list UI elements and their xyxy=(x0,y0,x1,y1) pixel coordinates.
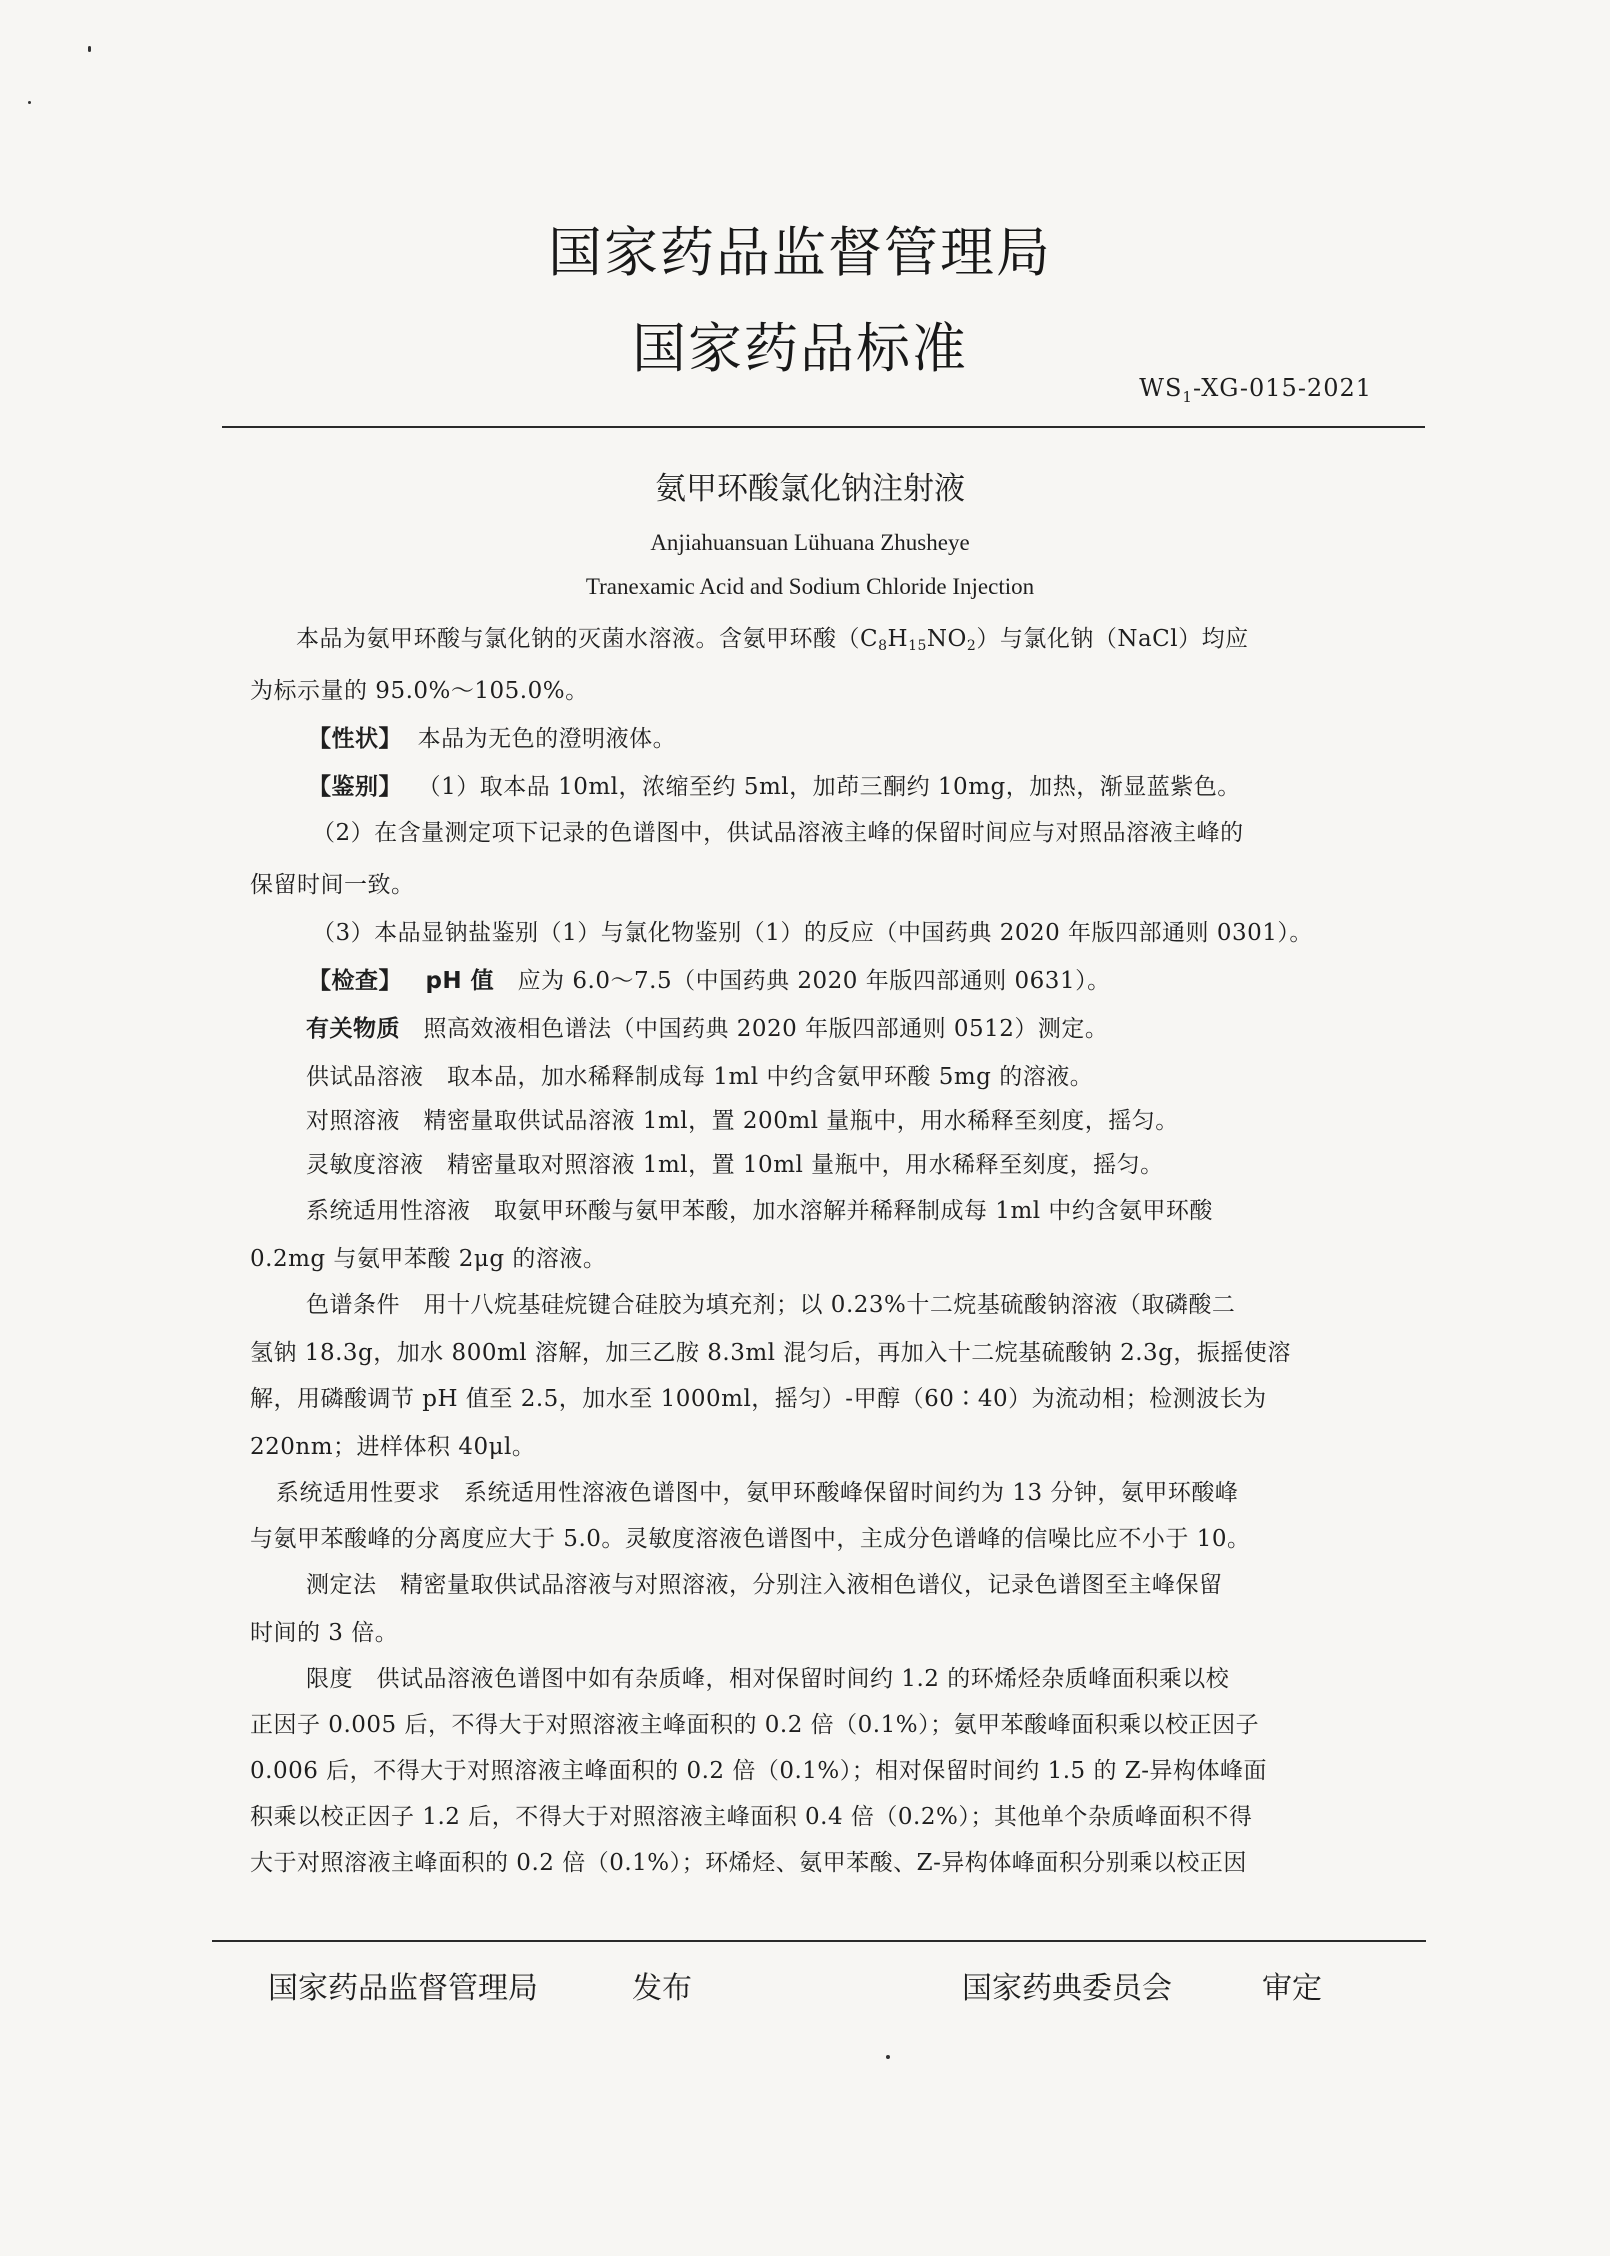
identification-2a: （2）在含量测定项下记录的色谱图中，供试品溶液主峰的保留时间应与对照品溶液主峰的 xyxy=(312,820,1244,846)
standard-title: 国家药品标准 xyxy=(632,317,968,380)
footer-rule xyxy=(212,1940,1426,1942)
intro-line-2: 为标示量的 95.0%～105.0%。 xyxy=(250,678,589,704)
suitability-req-1: 系统适用性要求 系统适用性溶液色谱图中，氨甲环酸峰保留时间约为 13 分钟，氨甲环酸峰 xyxy=(276,1480,1239,1506)
product-name-pinyin: Anjiahuansuan Lühuana Zhusheye xyxy=(650,530,970,555)
system-suitability-2: 0.2mg 与氨甲苯酸 2μg 的溶液。 xyxy=(250,1246,607,1272)
formula-h: H xyxy=(887,626,909,652)
limit-1: 限度 供试品溶液色谱图中如有杂质峰，相对保留时间约 1.2 的环烯烃杂质峰面积乘以校 xyxy=(306,1666,1230,1692)
identification-line-1 xyxy=(308,768,1241,801)
method-2: 时间的 3 倍。 xyxy=(250,1620,399,1646)
ph-label: pH 值 xyxy=(425,968,495,994)
sample-solution: 供试品溶液 取本品，加水稀释制成每 1ml 中约含氨甲环酸 5mg 的溶液。 xyxy=(306,1064,1094,1090)
footer-reviewer: 国家药典委员会 xyxy=(962,1971,1172,2006)
ph-text: 应为 6.0～7.5（中国药典 2020 年版四部通则 0631）。 xyxy=(517,968,1111,994)
related-substances-label: 有关物质 xyxy=(306,1016,400,1042)
identification-3: （3）本品显钠盐鉴别（1）与氯化物鉴别（1）的反应（中国药典 2020 年版四部通则 0301）。 xyxy=(312,920,1313,946)
formula-sub-o: 2 xyxy=(966,638,977,654)
inspection-line xyxy=(308,962,1111,995)
footer-publisher: 国家药品监督管理局 xyxy=(268,1971,538,2006)
footer-publish: 发布 xyxy=(632,1971,692,2006)
standard-code xyxy=(1139,374,1372,406)
identification-label: 【鉴别】 xyxy=(308,774,402,800)
suitability-req-2: 与氨甲苯酸峰的分离度应大于 5.0。灵敏度溶液色谱图中，主成分色谱峰的信噪比应不小于 10。 xyxy=(250,1526,1251,1552)
inspection-label: 【检查】 xyxy=(308,968,402,994)
formula-sub-h: 15 xyxy=(908,638,927,654)
chromatography-4: 220nm；进样体积 40μl。 xyxy=(250,1434,536,1460)
chromatography-3: 解，用磷酸调节 pH 值至 2.5，加水至 1000ml，摇匀）-甲醇（60∶40）为流动相；检测波长为 xyxy=(250,1386,1267,1412)
chromatography-2: 氢钠 18.3g，加水 800ml 溶解，加三乙胺 8.3ml 混匀后，再加入十二烷基硫酸钠 2.3g，振摇使溶 xyxy=(250,1340,1291,1366)
related-substances-line xyxy=(306,1010,1108,1043)
scan-speck xyxy=(28,101,31,104)
intro-line-1 xyxy=(296,620,1249,654)
related-substances-text: 照高效液相色谱法（中国药典 2020 年版四部通则 0512）测定。 xyxy=(423,1016,1109,1042)
system-suitability-1: 系统适用性溶液 取氨甲环酸与氨甲苯酸，加水溶解并稀释制成每 1ml 中约含氨甲环酸 xyxy=(306,1198,1213,1224)
product-name-en: Tranexamic Acid and Sodium Chloride Injection xyxy=(585,574,1035,599)
limit-5: 大于对照溶液主峰面积的 0.2 倍（0.1%）；环烯烃、氨甲苯酸、Z-异构体峰面积分别乘以校正因 xyxy=(250,1850,1247,1876)
limit-4: 积乘以校正因子 1.2 后，不得大于对照溶液主峰面积 0.4 倍（0.2%）；其他单个杂质峰面积不得 xyxy=(250,1804,1253,1830)
scan-speck xyxy=(886,2055,890,2059)
limit-2: 正因子 0.005 后，不得大于对照溶液主峰面积的 0.2 倍（0.1%）；氨甲苯酸峰面积乘以校正因子 xyxy=(250,1712,1260,1738)
scan-speck xyxy=(88,46,91,52)
header-rule xyxy=(222,426,1425,428)
intro-text-b: ）与氯化钠（NaCl）均应 xyxy=(976,626,1249,652)
formula-no: NO xyxy=(926,626,967,652)
sensitivity-solution: 灵敏度溶液 精密量取对照溶液 1ml，置 10ml 量瓶中，用水稀释至刻度，摇匀。 xyxy=(306,1152,1164,1178)
code-rest: -XG-015-2021 xyxy=(1192,374,1372,402)
description-text: 本品为无色的澄明液体。 xyxy=(417,726,677,752)
method-1: 测定法 精密量取供试品溶液与对照溶液，分别注入液相色谱仪，记录色谱图至主峰保留 xyxy=(306,1572,1223,1598)
limit-3: 0.006 后，不得大于对照溶液主峰面积的 0.2 倍（0.1%）；相对保留时间约 1.5 的 Z-异构体峰面 xyxy=(250,1758,1268,1784)
agency-title: 国家药品监督管理局 xyxy=(548,221,1052,284)
product-name-cn: 氨甲环酸氯化钠注射液 xyxy=(655,471,965,507)
control-solution: 对照溶液 精密量取供试品溶液 1ml，置 200ml 量瓶中，用水稀释至刻度，摇匀。 xyxy=(306,1108,1179,1134)
intro-text-a: 本品为氨甲环酸与氯化钠的灭菌水溶液。含氨甲环酸（C xyxy=(296,626,879,652)
identification-1: （1）取本品 10ml，浓缩至约 5ml，加茚三酮约 10mg，加热，渐显蓝紫色。 xyxy=(417,774,1241,800)
identification-2b: 保留时间一致。 xyxy=(250,872,415,898)
formula-sub-c: 8 xyxy=(878,638,888,654)
code-prefix: WS xyxy=(1139,374,1183,402)
description-line xyxy=(308,720,676,753)
code-sub: 1 xyxy=(1182,387,1193,406)
description-label: 【性状】 xyxy=(308,726,402,752)
footer-review: 审定 xyxy=(1262,1971,1322,2006)
chromatography-1: 色谱条件 用十八烷基硅烷键合硅胶为填充剂；以 0.23%十二烷基硫酸钠溶液（取磷酸二 xyxy=(306,1292,1236,1318)
